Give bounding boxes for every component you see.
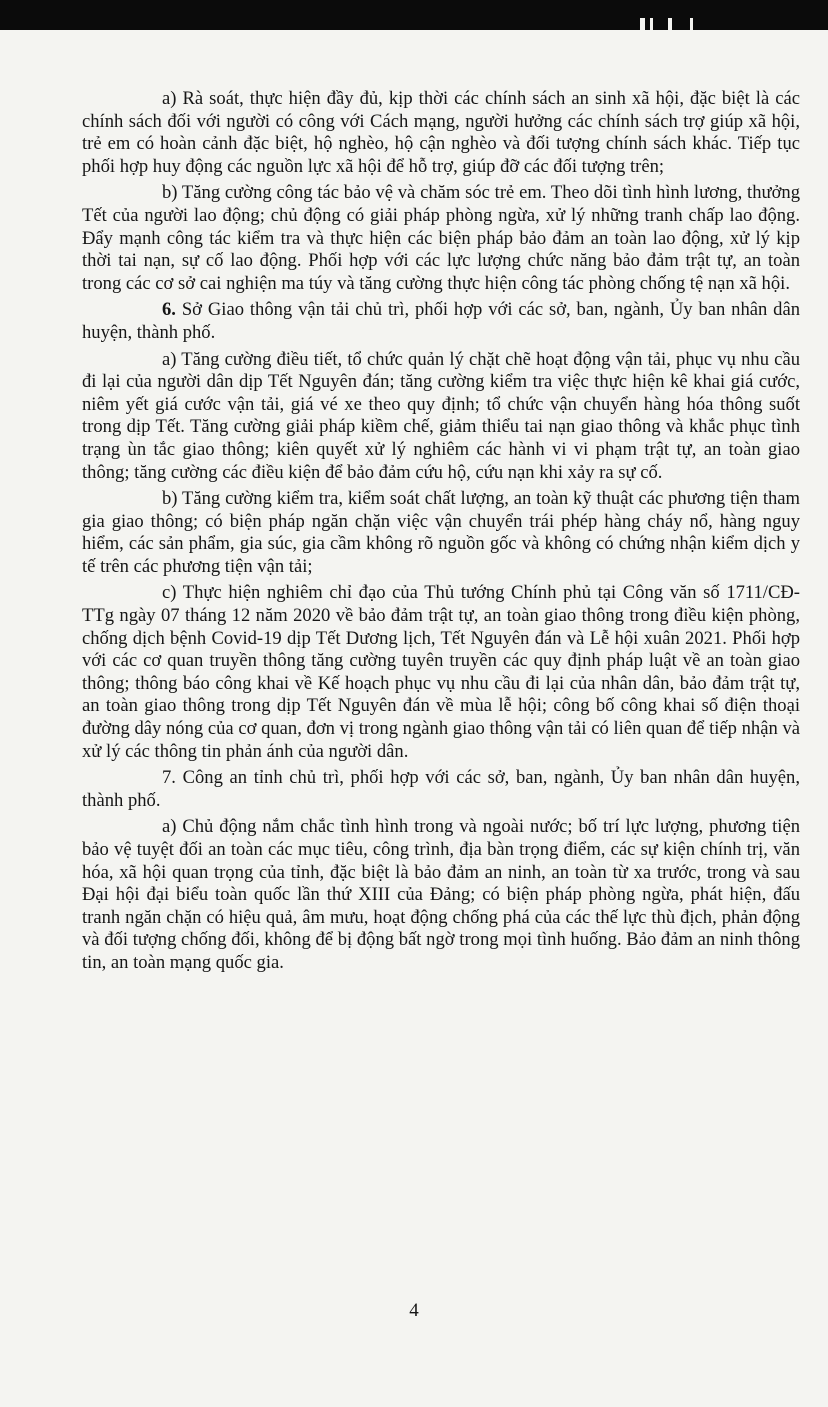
scan-mark xyxy=(640,18,645,30)
scan-mark xyxy=(690,18,693,30)
paragraph-section-6 xyxy=(82,299,800,344)
section-text: Công an tỉnh chủ trì, phối hợp với các sở, ban, ngành, Ủy ban nhân dân huyện, thành phố. xyxy=(82,767,800,811)
section-text: Sở Giao thông vận tải chủ trì, phối hợp với các sở, ban, ngành, Ủy ban nhân dân huyện, thành phố. xyxy=(82,299,801,343)
paragraph-section-6c: c) Thực hiện nghiêm chỉ đạo của Thủ tướng Chính phủ tại Công văn số 1711/CĐ-TTg ngày 07 tháng 12 năm 2020 về bảo đảm trật tự, an toàn giao thông trong điều kiện phòng, chống dịch bệnh Covid-19 dịp Tết Dương lịch, Tết Nguyên đán và Lễ hội xuân 2021. Phối hợp với các cơ quan truyền thông tăng cường tuyên truyền các quy định pháp luật về an toàn giao thông; thông báo công khai về Kế hoạch phục vụ nhu cầu đi lại của nhân dân, bảo đảm trật tự, an toàn giao thông trong dịp Tết Nguyên đán về mùa lễ hội; công bố công khai số điện thoại đường dây nóng của cơ quan, đơn vị trong ngành giao thông vận tải có liên quan để tiếp nhận và xử lý các thông tin phản ánh của người dân. xyxy=(82,582,800,762)
paragraph-section-7 xyxy=(82,767,800,812)
section-number: 7. xyxy=(162,767,176,789)
paragraph-section-6a: a) Tăng cường điều tiết, tổ chức quản lý chặt chẽ hoạt động vận tải, phục vụ nhu cầu đi lại của người dân dịp Tết Nguyên đán; tăng cường kiểm tra việc thực hiện kê khai giá cước, niêm yết giá cước vận tải, giá vé xe theo quy định; tổ chức vận chuyển hàng hóa thông suốt trong dịp Tết. Tăng cường giải pháp kiềm chế, giảm thiểu tai nạn giao thông và khắc phục tình trạng ùn tắc giao thông; kiên quyết xử lý nghiêm các hành vi vi phạm trật tự, an toàn giao thông; tăng cường các điều kiện để bảo đảm cứu hộ, cứu nạn khi xảy ra sự cố. xyxy=(82,348,800,483)
paragraph-section-5a: a) Rà soát, thực hiện đầy đủ, kịp thời các chính sách an sinh xã hội, đặc biệt là các chính sách đối với người có công với Cách mạng, người hưởng các chính sách trợ giúp xã hội, trẻ em có hoàn cảnh đặc biệt, hộ nghèo, hộ cận nghèo và đối tượng chính sách khác. Tiếp tục phối hợp huy động các nguồn lực xã hội để hỗ trợ, giúp đỡ các đối tượng trên; xyxy=(82,88,800,177)
page-number: 4 xyxy=(409,1300,419,1321)
paragraph-section-5b: b) Tăng cường công tác bảo vệ và chăm sóc trẻ em. Theo dõi tình hình lương, thưởng Tết của người lao động; chủ động có giải pháp phòng ngừa, xử lý những tranh chấp lao động. Đẩy mạnh công tác kiểm tra và thực hiện các biện pháp bảo đảm an toàn lao động, xử lý kịp thời tai nạn, sự cố lao động. Phối hợp với các lực lượng chức năng bảo đảm trật tự, an toàn trong các cơ sở cai nghiện ma túy và tăng cường thực hiện công tác phòng chống tệ nạn xã hội. xyxy=(82,182,800,294)
paragraph-section-6b: b) Tăng cường kiểm tra, kiểm soát chất lượng, an toàn kỹ thuật các phương tiện tham gia giao thông; có biện pháp ngăn chặn việc vận chuyển trái phép hàng cháy nổ, hàng nguy hiểm, các sản phẩm, gia súc, gia cầm không rõ nguồn gốc và không có chứng nhận kiểm dịch y tế trên các phương tiện vận tải; xyxy=(82,488,800,577)
document-page xyxy=(82,88,800,979)
scan-top-border xyxy=(0,0,828,30)
scan-mark xyxy=(650,18,653,30)
paragraph-section-7a: a) Chủ động nắm chắc tình hình trong và ngoài nước; bố trí lực lượng, phương tiện bảo vệ tuyệt đối an toàn các mục tiêu, công trình, địa bàn trọng điểm, các sự kiện chính trị, văn hóa, xã hội quan trọng của tỉnh, đặc biệt là bảo đảm an ninh, an toàn từ xa trước, trong và sau Đại hội đại biểu toàn quốc lần thứ XIII của Đảng; có biện pháp phòng ngừa, phát hiện, đấu tranh ngăn chặn có hiệu quả, âm mưu, hoạt động chống phá của các thế lực thù địch, phản động và đối tượng chống đối, không để bị động bất ngờ trong mọi tình huống. Bảo đảm an ninh thông tin, an toàn mạng quốc gia. xyxy=(82,816,800,973)
scan-mark xyxy=(668,18,672,30)
section-number: 6. xyxy=(162,299,176,321)
